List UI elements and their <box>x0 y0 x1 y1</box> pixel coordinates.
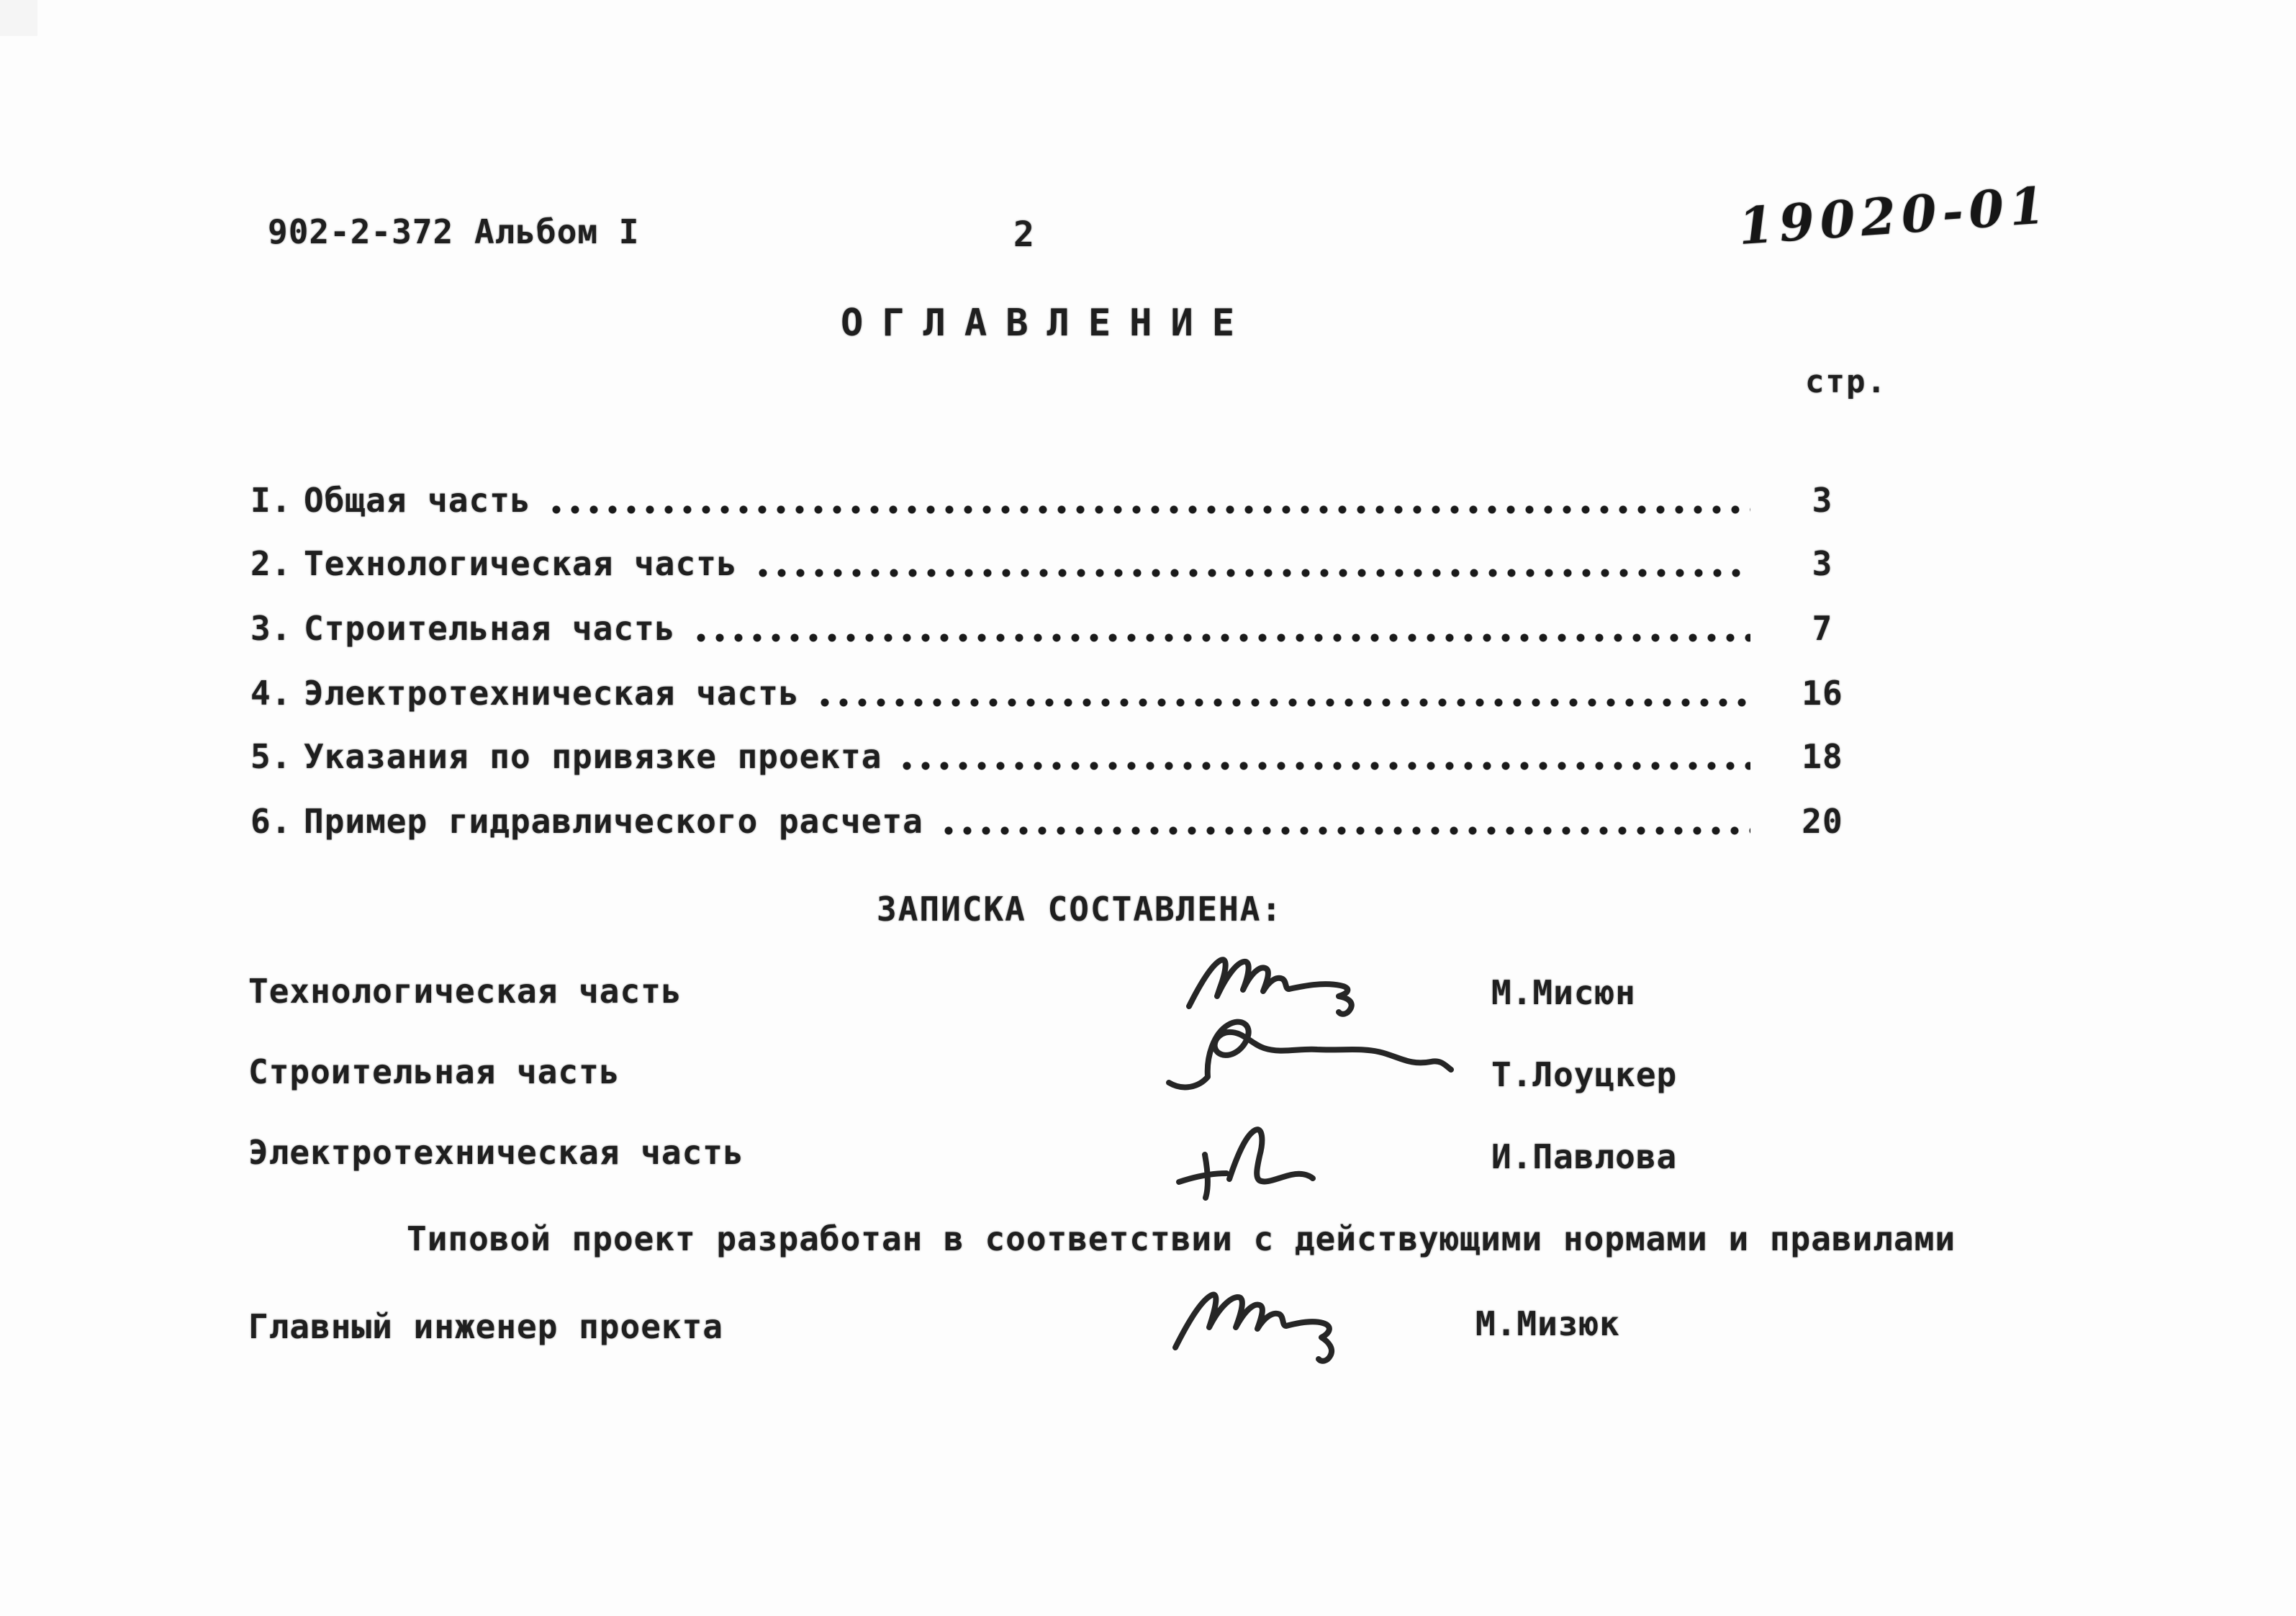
toc-row <box>250 737 1883 777</box>
sign-row-name: Т.Лоуцкер <box>1491 1055 1678 1094</box>
toc-item-label: Общая часть <box>304 481 531 520</box>
toc-item-number: 6. <box>250 802 292 841</box>
dot-leader <box>692 633 1751 643</box>
signature-pavlova <box>1167 1110 1355 1204</box>
toc-item-number: I. <box>250 481 292 520</box>
signature-mizyuk <box>1165 1276 1409 1376</box>
chief-engineer-label: Главный инженер проекта <box>248 1307 723 1346</box>
dot-leader <box>547 505 1750 515</box>
toc-row <box>250 544 1883 584</box>
toc-item-label: Строительная часть <box>304 609 676 648</box>
toc-item-label: Электротехническая часть <box>304 674 800 713</box>
sign-row-label: Строительная часть <box>248 1052 620 1091</box>
toc-row <box>250 609 1883 649</box>
toc-item-page: 3 <box>1812 544 1833 583</box>
toc-item-label: Пример гидравлического расчета <box>304 802 923 841</box>
toc-item-label: Технологическая часть <box>304 544 738 583</box>
toc-item-number: 2. <box>250 544 292 583</box>
toc-item-page: 16 <box>1802 674 1843 713</box>
toc-item-page: 7 <box>1812 609 1833 648</box>
sign-row-label: Электротехническая часть <box>248 1133 744 1172</box>
dot-leader <box>939 826 1750 836</box>
dot-leader <box>815 698 1750 708</box>
handwritten-archive-number: 19020-01 <box>1736 174 2053 257</box>
toc-item-number: 4. <box>250 674 292 713</box>
toc-item-number: 3. <box>250 609 292 648</box>
sign-row-label: Технологическая часть <box>248 972 682 1011</box>
toc-item-page: 20 <box>1802 802 1843 841</box>
chief-engineer-name: М.Мизюк <box>1475 1304 1620 1343</box>
toc-item-page: 18 <box>1802 737 1843 776</box>
toc-item-label: Указания по привязке проекта <box>304 737 882 776</box>
document-code: 902-2-372 Альбом I <box>268 212 640 251</box>
compliance-statement: Типовой проект разработан в соответствии с действующими нормами и правилами <box>407 1219 1956 1258</box>
dot-leader <box>898 761 1750 771</box>
toc-item-page: 3 <box>1812 481 1833 520</box>
page-column-header: стр. <box>1805 364 1887 400</box>
scan-corner-shade <box>0 0 37 36</box>
page-number: 2 <box>1013 215 1035 255</box>
dot-leader <box>754 568 1750 578</box>
toc-row <box>250 674 1883 713</box>
signature-loutsker <box>1156 1002 1458 1103</box>
toc-row <box>250 802 1883 841</box>
toc-item-number: 5. <box>250 737 292 776</box>
page-title: ОГЛАВЛЕНИЕ <box>841 302 1254 345</box>
sign-row-name: М.Мисюн <box>1491 973 1636 1012</box>
toc-row <box>250 481 1883 520</box>
sign-row-name: И.Павлова <box>1491 1137 1678 1176</box>
note-compiled-heading: ЗАПИСКА СОСТАВЛЕНА: <box>877 890 1283 929</box>
